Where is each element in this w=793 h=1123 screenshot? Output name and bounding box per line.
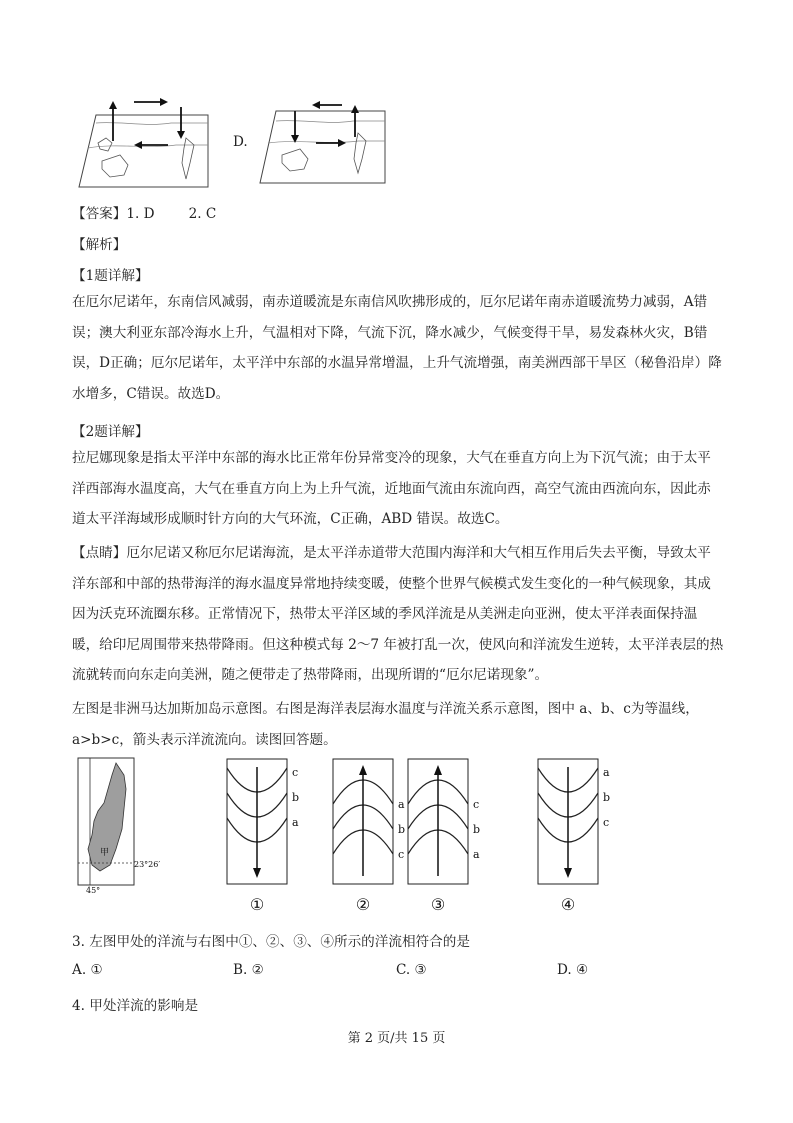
q1-detail-label: 【1题详解】 bbox=[72, 268, 149, 284]
isotherm-label: c bbox=[473, 798, 480, 811]
q1-detail-text: 在厄尔尼诺年，东南信风减弱，南赤道暖流是东南信风吹拂形成的，厄尔尼诺年南赤道暖流势力减弱，A错误；澳大利亚东部冷海水上升，气温相对下降，气流下沉，降水减少，气候变得干旱，易发森林火灾，B错误，D正确；厄尔尼诺年，太平洋中东部的水温异常增温，上升气流增强，南美洲西部干旱区（秘鲁沿岸）降水增多，C错误。故选D。 bbox=[72, 294, 722, 402]
current-diagram-4 bbox=[538, 759, 610, 914]
diagram-number: ② bbox=[355, 895, 371, 914]
analysis-label: 【解析】 bbox=[72, 237, 127, 253]
isotherm-label: a bbox=[398, 798, 405, 811]
ocean-current-diagrams bbox=[225, 756, 705, 916]
tip-label: 【点睛】 bbox=[72, 545, 127, 561]
isotherm-label: b bbox=[398, 823, 406, 836]
answer-label: 【答案】 bbox=[72, 206, 127, 222]
q3-option-b[interactable]: B. ② bbox=[233, 962, 264, 978]
isotherm-label: b bbox=[292, 791, 300, 804]
madagascar-map bbox=[74, 757, 160, 897]
isotherm-label: b bbox=[473, 823, 481, 836]
q3-option-c[interactable]: C. ③ bbox=[396, 962, 427, 978]
q3-option-a[interactable]: A. ① bbox=[72, 962, 103, 978]
diagram-number: ③ bbox=[430, 895, 446, 914]
tip-paragraph bbox=[72, 538, 724, 691]
answer-2: 2. C bbox=[188, 206, 217, 222]
isotherm-label: c bbox=[398, 848, 405, 861]
q3-option-d[interactable]: D. ④ bbox=[557, 962, 589, 978]
option-d-label: D. bbox=[233, 134, 248, 150]
tip-text: 厄尔尼诺又称厄尔尼诺海流，是太平洋赤道带大范围内海洋和大气相互作用后失去平衡，导致太平洋东部和中部的热带海洋的海水温度异常地持续变暖，使整个世界气候模式发生变化的一种气候现象，其成因为沃克环流圈东移。正常情况下，热带太平洋区域的季风洋流是从美洲走向亚洲，使太平洋表面保持温暖，给印尼周围带来热带降雨。但这种模式每 2～7 年被打乱一次，使风向和洋流发生逆转，太平洋表层的热流就转而向东走向美洲，随之便带走了热带降雨，出现所谓的“厄尔尼诺现象”。 bbox=[72, 545, 724, 684]
tropic-latitude-label: 23°26′ bbox=[134, 860, 160, 869]
question-4-stem: 4. 甲处洋流的影响是 bbox=[72, 998, 199, 1014]
walker-circulation-map-d bbox=[258, 93, 388, 185]
walker-circulation-map-c bbox=[76, 93, 211, 189]
current-diagram-2 bbox=[333, 759, 405, 914]
isotherm-label: c bbox=[292, 766, 299, 779]
isotherm-label: a bbox=[292, 816, 299, 829]
isotherm-label: b bbox=[603, 791, 611, 804]
answer-1: 1. D bbox=[126, 206, 155, 222]
intro-text: 左图是非洲马达加斯加岛示意图。右图是海洋表层海水温度与洋流关系示意图，图中 a、b、c为等温线，a>b>c，箭头表示洋流流向。读图回答题。 bbox=[72, 701, 699, 748]
current-diagram-1 bbox=[227, 759, 299, 914]
current-diagram-3 bbox=[408, 759, 480, 914]
answer-line bbox=[72, 202, 216, 222]
isotherm-label: c bbox=[603, 816, 610, 829]
q2-detail-label: 【2题详解】 bbox=[72, 424, 149, 440]
diagram-number: ④ bbox=[560, 895, 576, 914]
diagram-number: ① bbox=[249, 895, 265, 914]
question-3-stem: 3. 左图甲处的洋流与右图中①、②、③、④所示的洋流相符合的是 bbox=[72, 934, 470, 950]
q2-detail-text: 拉尼娜现象是指太平洋中东部的海水比正常年份异常变冷的现象，大气在垂直方向上为下沉气流；由于太平洋西部海水温度高，大气在垂直方向上为上升气流，近地面气流由东流向西，高空气流由西流向东，因此赤道太平洋海域形成顺时针方向的大气环流，C正确，ABD 错误。故选C。 bbox=[72, 450, 711, 528]
longitude-label: 45° bbox=[86, 886, 101, 895]
isotherm-label: a bbox=[603, 766, 610, 779]
page-footer: 第 2 页/共 15 页 bbox=[347, 1031, 446, 1046]
isotherm-label: a bbox=[473, 848, 480, 861]
island-label-jia: 甲 bbox=[100, 848, 110, 858]
